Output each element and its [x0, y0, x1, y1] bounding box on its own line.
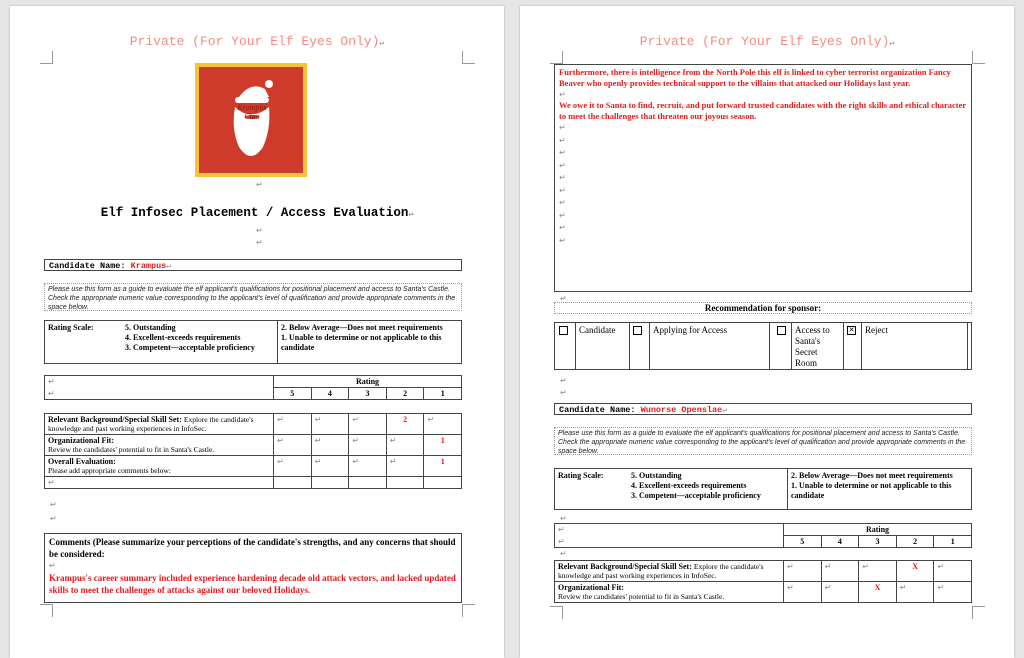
rating-cell[interactable]: ↵	[349, 414, 387, 435]
checked-box-icon[interactable]: ✕	[848, 326, 855, 335]
rating-scale-box: Rating Scale: 5. Outstanding 4. Excellent-exceeds requirements 3. Competent—acceptable proficiency 2. Below Average—Does not meet requirements 1. Unable to determine or not applicable to this candidate	[554, 468, 972, 510]
checkbox-icon[interactable]	[559, 326, 568, 335]
page-2: Private (For Your Elf Eyes Only)↵ Furthermore, there is intelligence from the North Pole this elf is linked to cyber terrorist organization Fancy Beaver who openly provides technical support to the villains that attacked our Holidays last year. ↵ We owe it to Santa to find, recruit, and put forward trusted candidates with the right skills and ethical character to meet the challenges that threaten our joyous season. ↵ ↵ ↵ ↵ ↵ ↵ ↵ ↵ ↵ ↵ ↵ Recommendation for sponsor: Candidate Applying for Access Access to Santa's Secret Room ✕ Reject ↵ ↵ Candidate Name: Wunorse Openslae↵ Please use this form as a guide to evaluate the elf applicant's qualifications for positional placement and access to Santa's Castle. Check the appropriate numeric value corresponding to the applicant's level of qualification and provide appropriate comments in the space below. Rating Scale: 5. Outstanding 4. Excellent-exceeds requirements 3. Competent—acceptable proficiency 2. Below Average—Does not meet requirements 1. Unable to determine or not applicable to this candidate ↵ ↵ Rating ↵ 5 4 3 2 1 ↵ Relevant Background/Special Skill Set: Explore the candidate's knowledge and past working experiences in InfoSec. ↵ ↵ ↵ X ↵ Organizational Fit: Review the candidates' potential to fit in Santa's Castle. ↵ ↵ X ↵ ↵	[520, 6, 1014, 658]
instructions-box: Please use this form as a guide to evaluate the elf applicant's qualifications for positional placement and access to Santa's Castle. Check the appropriate numeric value corresponding to the applicant's level of qualification and provide appropriate comments in the space below.	[554, 427, 972, 455]
option-candidate[interactable]	[559, 325, 568, 335]
rating-cell[interactable]: ↵	[274, 435, 312, 456]
checkbox-icon[interactable]	[777, 326, 786, 335]
crop-mark	[972, 51, 985, 64]
rating-cell[interactable]: 1	[424, 435, 462, 456]
rating-header-table: ↵ Rating ↵ 5 4 3 2 1	[44, 375, 462, 400]
table-row: ↵	[45, 477, 462, 489]
rating-cell[interactable]: ↵	[311, 414, 349, 435]
recommendation-label: Recommendation for sponsor:	[554, 302, 972, 314]
rating-cell[interactable]: ↵	[821, 582, 859, 603]
criteria-table	[554, 560, 972, 603]
crop-mark	[550, 51, 563, 64]
rating-cell[interactable]: ↵	[934, 582, 972, 603]
rating-scale-label: Rating Scale:	[558, 471, 604, 480]
table-row: Relevant Background/Special Skill Set: Explore the candidate's knowledge and past working experiences in InfoSec. ↵ ↵ ↵ X ↵	[555, 561, 972, 582]
rating-cell[interactable]: ↵	[274, 456, 312, 477]
page-1: Private (For Your Elf Eyes Only)↵ Krampus Clan ↵ Elf Infosec Placement / Access Evaluation↵ ↵ ↵ Candidate Name: Krampus↵ Please use this form as a guide to evaluate the elf applicant's qualifications for positional placement and access to Santa's Castle. Check the appropriate numeric value corresponding to the applicant's level of qualification and provide appropriate comments in the space below. Rating Scale: 5. Outstanding 4. Excellent-exceeds requirements 3. Competent—acceptable proficiency 2. Below Average—Does not meet requirements 1. Unable to determine or not applicable to this candidate ↵ Rating ↵ 5 4 3 2 1 Relevant Background/Special Skill Set: Explore the candidate's knowledge and past working experiences in InfoSec. ↵ ↵ ↵ 2 ↵ Organizational Fit: Review the candidates' potential to fit in Santa's Castle. ↵ ↵ ↵ ↵ 1 Overall Evaluation: Please add appropriate comments below: ↵ ↵ ↵ ↵ 1 ↵ ↵ ↵ Comments (Please summarize your perceptions of the candidate's strengths, and any concerns that should be considered: ↵ Krampus's career summary included experience hardening decade old attack vectors, and lacked updated skills to meet the challenges of attacks against our beloved Holidays.	[10, 6, 504, 658]
candidate-name-field[interactable]: Candidate Name: Krampus↵	[44, 259, 462, 271]
comments-text: Krampus's career summary included experience hardening decade old attack vectors, and lacked updated skills to meet the challenges of attacks against our beloved Holidays.	[49, 573, 456, 595]
rating-cell[interactable]: ↵	[896, 582, 934, 603]
crop-mark	[40, 51, 53, 64]
logo	[195, 63, 307, 177]
page-header: Private (For Your Elf Eyes Only)↵	[639, 34, 895, 49]
rating-scale-box: Rating Scale: 5. Outstanding 4. Excellent-exceeds requirements 3. Competent—acceptable proficiency 2. Below Average—Does not meet requirements 1. Unable to determine or not applicable to this candidate	[44, 320, 462, 364]
option-reject[interactable]	[847, 325, 856, 335]
table-row: Relevant Background/Special Skill Set: Explore the candidate's knowledge and past working experiences in InfoSec. ↵ ↵ ↵ 2 ↵	[45, 414, 462, 435]
table-row: Overall Evaluation: Please add appropriate comments below: ↵ ↵ ↵ ↵ 1	[45, 456, 462, 477]
comments-continued-box[interactable]: Furthermore, there is intelligence from the North Pole this elf is linked to cyber terrorist organization Fancy Beaver who openly provides technical support to the villains that attacked our Holidays last year. ↵ We owe it to Santa to find, recruit, and put forward trusted candidates with the right skills and ethical character to meet the challenges that threaten our joyous season. ↵ ↵ ↵ ↵ ↵ ↵ ↵ ↵ ↵ ↵	[554, 64, 972, 292]
crop-mark	[462, 604, 475, 617]
table-row: Organizational Fit: Review the candidates' potential to fit in Santa's Castle. ↵ ↵ ↵ ↵ 1	[45, 435, 462, 456]
instructions-box: Please use this form as a guide to evaluate the elf applicant's qualifications for positional placement and access to Santa's Castle. Check the appropriate numeric value corresponding to the applicant's level of qualification and provide appropriate comments in the space below.	[44, 283, 462, 311]
checkbox-icon[interactable]	[633, 326, 642, 335]
rating-cell[interactable]: ↵	[821, 561, 859, 582]
rating-cell[interactable]: ↵	[311, 435, 349, 456]
criteria-table	[44, 413, 462, 489]
rating-cell[interactable]: ↵	[784, 582, 822, 603]
rating-cell[interactable]: ↵	[386, 435, 424, 456]
crop-mark	[462, 51, 475, 64]
rating-cell[interactable]: ↵	[349, 435, 387, 456]
option-access[interactable]	[777, 325, 786, 335]
crop-mark	[972, 606, 985, 619]
table-row: Organizational Fit: Review the candidates' potential to fit in Santa's Castle. ↵ ↵ X ↵ ↵	[555, 582, 972, 603]
intel-paragraph: We owe it to Santa to find, recruit, and put forward trusted candidates with the right skills and ethical character to meet the challenges that threaten our joyous season.	[559, 100, 966, 121]
crop-mark	[40, 604, 53, 617]
rating-cell[interactable]: X	[859, 582, 897, 603]
rating-cell[interactable]: ↵	[311, 456, 349, 477]
rating-cell[interactable]: ↵	[424, 414, 462, 435]
comments-box[interactable]: Comments (Please summarize your perceptions of the candidate's strengths, and any concerns that should be considered: ↵ Krampus's career summary included experience hardening decade old attack vectors, and lacked updated skills to meet the challenges of attacks against our beloved Holidays.	[44, 533, 462, 603]
rating-cell[interactable]: ↵	[386, 456, 424, 477]
crop-mark	[550, 606, 563, 619]
recommendation-options: Candidate Applying for Access Access to Santa's Secret Room ✕ Reject	[554, 322, 972, 370]
rating-cell[interactable]: ↵	[859, 561, 897, 582]
intel-paragraph: Furthermore, there is intelligence from the North Pole this elf is linked to cyber terrorist organization Fancy Beaver who openly provides technical support to the villains that attacked our Holidays last year.	[559, 67, 951, 88]
candidate-name-field[interactable]: Candidate Name: Wunorse Openslae↵	[554, 403, 972, 415]
comments-label: Comments (Please summarize your perceptions of the candidate's strengths, and any concerns that should be considered:	[49, 537, 456, 559]
rating-cell[interactable]: 1	[424, 456, 462, 477]
rating-cell[interactable]: X	[896, 561, 934, 582]
rating-scale-label: Rating Scale:	[48, 323, 94, 332]
rating-header-table: ↵ Rating ↵ 5 4 3 2 1	[554, 523, 972, 548]
page-header: Private (For Your Elf Eyes Only)↵	[129, 34, 385, 49]
rating-cell[interactable]: ↵	[934, 561, 972, 582]
rating-cell[interactable]: 2	[386, 414, 424, 435]
option-applying[interactable]	[633, 325, 642, 335]
page-title: Elf Infosec Placement / Access Evaluation↵	[100, 206, 414, 220]
rating-cell[interactable]: ↵	[784, 561, 822, 582]
rating-cell[interactable]: ↵	[349, 456, 387, 477]
rating-cell[interactable]: ↵	[274, 414, 312, 435]
logo-text: Krampus Clan	[237, 103, 267, 121]
